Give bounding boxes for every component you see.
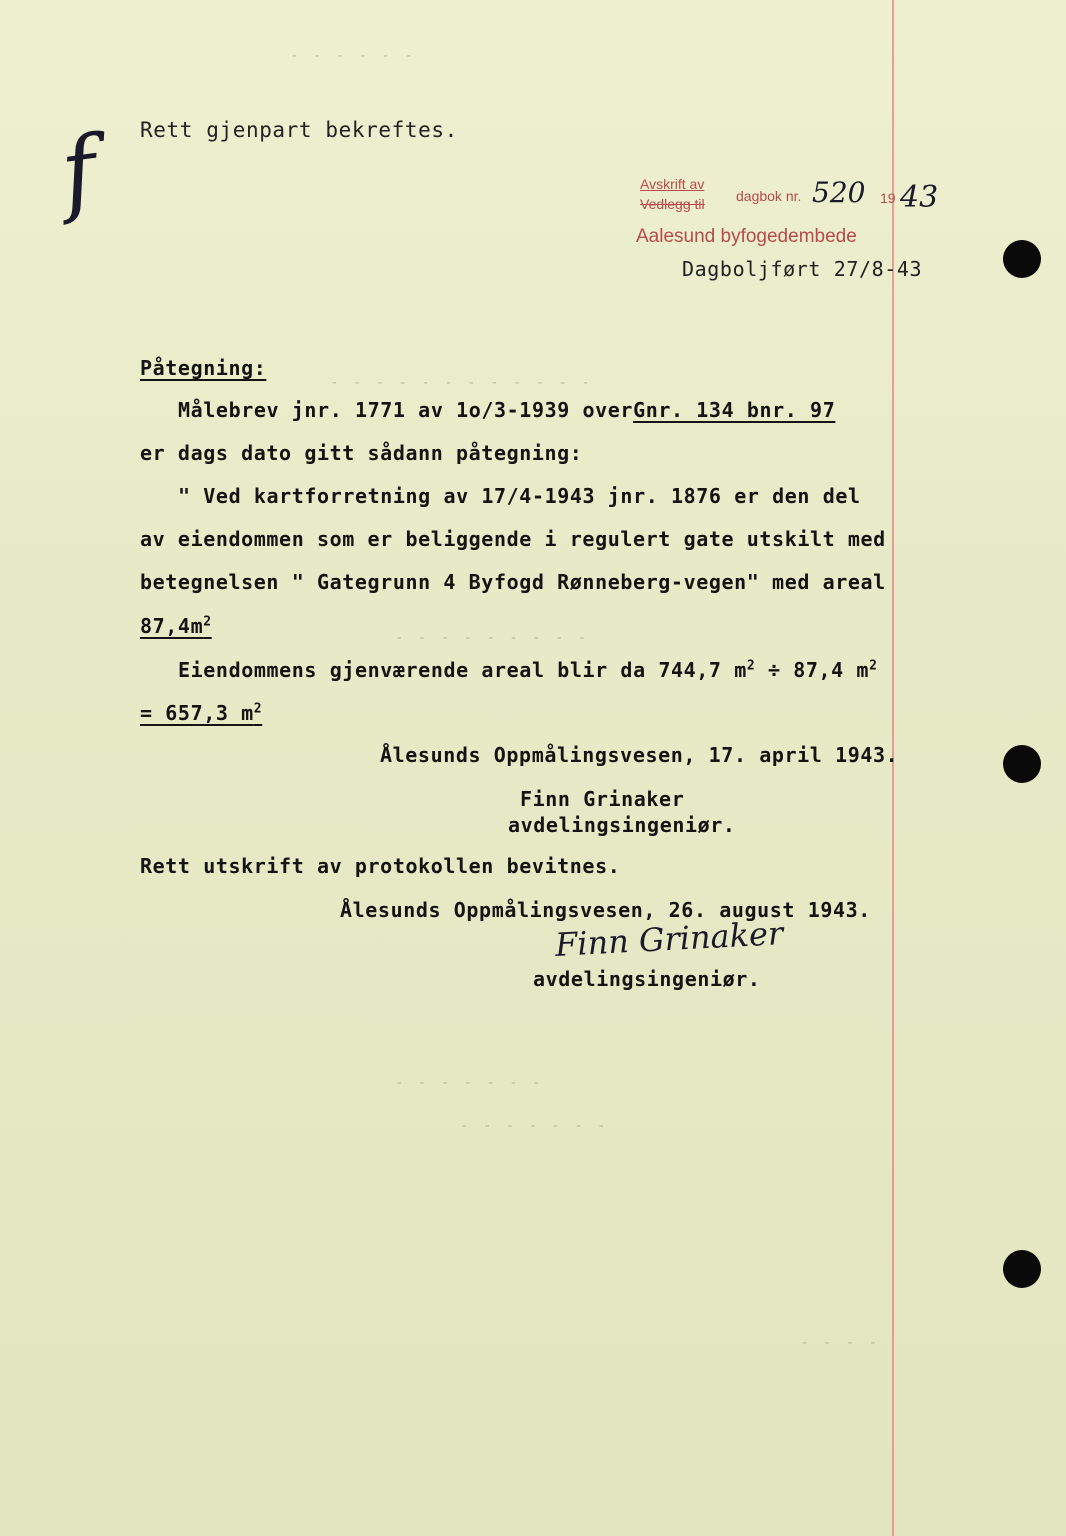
heading-pategning: Påtegning:	[140, 356, 267, 380]
result-area: = 657,3 m	[140, 701, 254, 725]
dagbokfort-text: Dagboljført 27/8-43	[682, 257, 923, 281]
signoff1-name: Finn Grinaker	[520, 787, 685, 811]
bleed-through-mark: - - - - - - -	[395, 1075, 544, 1091]
margin-rule	[892, 0, 894, 1536]
handwritten-initial: f	[54, 116, 104, 227]
bleed-through-mark: - - - -	[800, 1335, 881, 1351]
body-line-8	[140, 701, 262, 725]
stamp-dagbok-label: dagbok nr.	[736, 188, 802, 204]
protocol-attestation: Rett utskrift av protokollen bevitnes.	[140, 854, 621, 878]
superscript-2: 2	[746, 658, 756, 674]
handwritten-signature: Finn Grinaker	[554, 914, 785, 964]
body-line-1	[178, 398, 835, 422]
stamp-year-suffix: 43	[900, 180, 939, 215]
bleed-through-mark: - - - - - - - - -	[395, 630, 590, 646]
superscript-2: 2	[869, 658, 878, 674]
subtracted-area: ÷ 87,4 m	[755, 658, 870, 682]
stamp-dagbok-number: 520	[812, 176, 866, 209]
body-line-5: betegnelsen " Gategrunn 4 Byfogd Rønneberg-vegen" med areal	[140, 570, 886, 594]
remaining-area-text: Eiendommens gjenværende areal blir da 744,7 m	[178, 658, 747, 682]
property-reference: Gnr. 134 bnr. 97	[633, 398, 836, 422]
signoff1-title: avdelingsingeniør.	[508, 813, 736, 837]
stamp-vedlegg: Vedlegg til	[640, 196, 705, 212]
bleed-through-mark: - - - - - - -	[460, 1118, 609, 1134]
body-line-1-text: Målebrev jnr. 1771 av 1o/3-1939 over	[178, 398, 634, 422]
superscript-2: 2	[203, 614, 212, 630]
signoff2-place-date: Ålesunds Oppmålingsvesen, 26. august 1943.	[340, 898, 871, 922]
body-line-2: er dags dato gitt sådann påtegning:	[140, 441, 583, 465]
superscript-2: 2	[253, 701, 263, 717]
body-line-4: av eiendommen som er beliggende i regulert gate utskilt med	[140, 527, 886, 551]
bleed-through-mark: - - - - - -	[290, 48, 416, 64]
body-line-6	[140, 614, 212, 638]
certified-copy-text: Rett gjenpart bekreftes.	[140, 118, 458, 142]
signoff2-title: avdelingsingeniør.	[533, 967, 761, 991]
body-line-3: " Ved kartforretning av 17/4-1943 jnr. 1876 er den del	[178, 484, 861, 508]
area-value: 87,4m	[140, 614, 204, 638]
punch-hole	[1003, 1250, 1041, 1288]
stamp-avskrift: Avskrift av	[640, 176, 705, 192]
bleed-through-mark: - - - - - - - - - - - -	[330, 375, 593, 391]
stamp-office: Aalesund byfogedembede	[636, 226, 857, 247]
body-line-7	[178, 658, 878, 682]
punch-hole	[1003, 240, 1041, 278]
signoff1-place-date: Ålesunds Oppmålingsvesen, 17. april 1943.	[380, 743, 899, 767]
stamp-year-prefix: 19	[880, 190, 896, 206]
punch-hole	[1003, 745, 1041, 783]
